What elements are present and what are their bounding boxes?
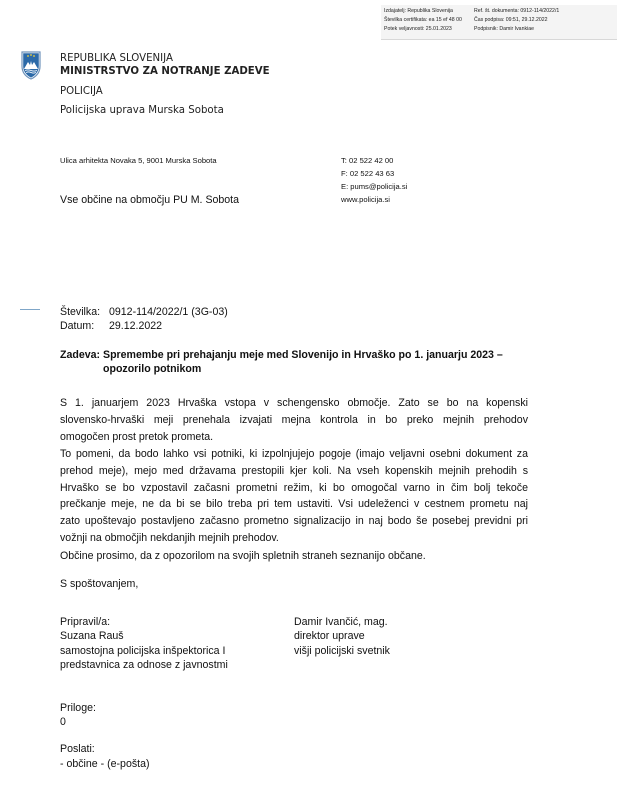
header-republic: REPUBLIKA SLOVENIJA (60, 53, 173, 64)
address: Ulica arhitekta Novaka 5, 9001 Murska Sobota (60, 156, 217, 165)
director-title1: direktor uprave (294, 630, 365, 642)
paragraph-line: prehod meje), mejo med državama prestopili kjer koli. Na vseh kopenskih mejnih prehodih s (60, 464, 528, 477)
paragraph-line: zato upoštevajo postavljeno začasno prometno signalizacijo in naj bodo še posebej previdni pri (60, 515, 528, 528)
director-title2: višji policijski svetnik (294, 645, 390, 657)
contact-phone: T: 02 522 42 00 (341, 156, 394, 165)
prepared-by-label: Pripravil/a: (60, 616, 111, 628)
paragraph-line: vožnji na območjih nekdanjih mejnih prehodov. (60, 531, 279, 544)
prepared-by-name: Suzana Rauš (60, 630, 124, 642)
subject-label: Zadeva: (60, 349, 101, 361)
sig-time: Čas podpisa: 09:51, 29.12.2022 (474, 17, 548, 23)
paragraph-line: To pomeni, da bodo lahko vsi potniki, ki izpolnjujejo pogoje (imajo veljavni osebni dokument za (60, 448, 528, 460)
sent-label: Poslati: (60, 743, 95, 755)
paragraph-3: Občine prosimo, da z opozorilom na svojih spletnih straneh seznanijo občane. (60, 550, 426, 562)
ref-date-label: Datum: (60, 320, 95, 332)
signature-box (381, 5, 617, 40)
sig-ref: Ref. št. dokumenta: 0912-114/2022/1 (474, 8, 560, 14)
ref-number-label: Številka: (60, 306, 101, 318)
subject-line1: Spremembe pri prehajanju meje med Slovenijo in Hrvaško po 1. januarju 2023 – (103, 349, 503, 361)
prepared-by-title1: samostojna policijska inšpektorica I (60, 645, 226, 657)
sig-signer: Podpisnik: Damir Ivankiae (474, 26, 534, 32)
sig-issuer: Izdajatelj: Republika Slovenija (384, 8, 453, 14)
attachments-label: Priloge: (60, 702, 96, 714)
sig-cert: Številka certifikata: ea 15 ef 48 00 (384, 17, 462, 23)
paragraph-line: Hrvaško se bo vzpostavil začasni prometni režim, ki bo omogočal varno in čim bolj tekoče (60, 481, 528, 494)
header-police: POLICIJA (60, 86, 103, 97)
attachments-value: 0 (60, 716, 66, 728)
contact-fax: F: 02 522 43 63 (341, 169, 395, 178)
sig-expiry: Potek veljavnosti: 25.01.2023 (384, 26, 452, 32)
paragraph-line: S 1. januarjem 2023 Hrvaška vstopa v schengensko območje. Zato se bo na kopenski (60, 397, 528, 409)
slovenia-coat-of-arms-icon (20, 50, 42, 80)
paragraph-line: prečkanje meje, ne da bi se bilo treba pri tem ustaviti. Vsi udeleženci v cestnem prometu naj (60, 498, 528, 511)
ref-number-value: 0912-114/2022/1 (3G-03) (109, 306, 228, 318)
ref-date-value: 29.12.2022 (109, 320, 163, 332)
director-name: Damir Ivančić, mag. (294, 616, 388, 628)
sent-value: - občine - (e-pošta) (60, 758, 150, 770)
recipient: Vse občine na območju PU M. Sobota (60, 194, 240, 206)
margin-divider (20, 309, 40, 310)
paragraph-line: omogočen prost pretok prometa. (60, 430, 214, 443)
paragraph-2 (60, 446, 528, 547)
paragraph-1 (60, 395, 528, 445)
contact-email: E: pums@policija.si (341, 182, 408, 191)
header-unit: Policijska uprava Murska Sobota (60, 105, 224, 116)
greeting: S spoštovanjem, (60, 578, 139, 590)
paragraph-line: slovensko-hrvaški meji prenehala izvajati mejna kontrola in bo preko mejnih prehodov (60, 413, 528, 426)
header-ministry: MINISTRSTVO ZA NOTRANJE ZADEVE (60, 66, 270, 77)
subject-line2: opozorilo potnikom (103, 363, 202, 375)
prepared-by-title2: predstavnica za odnose z javnostmi (60, 659, 228, 671)
contact-web: www.policija.si (341, 195, 390, 204)
